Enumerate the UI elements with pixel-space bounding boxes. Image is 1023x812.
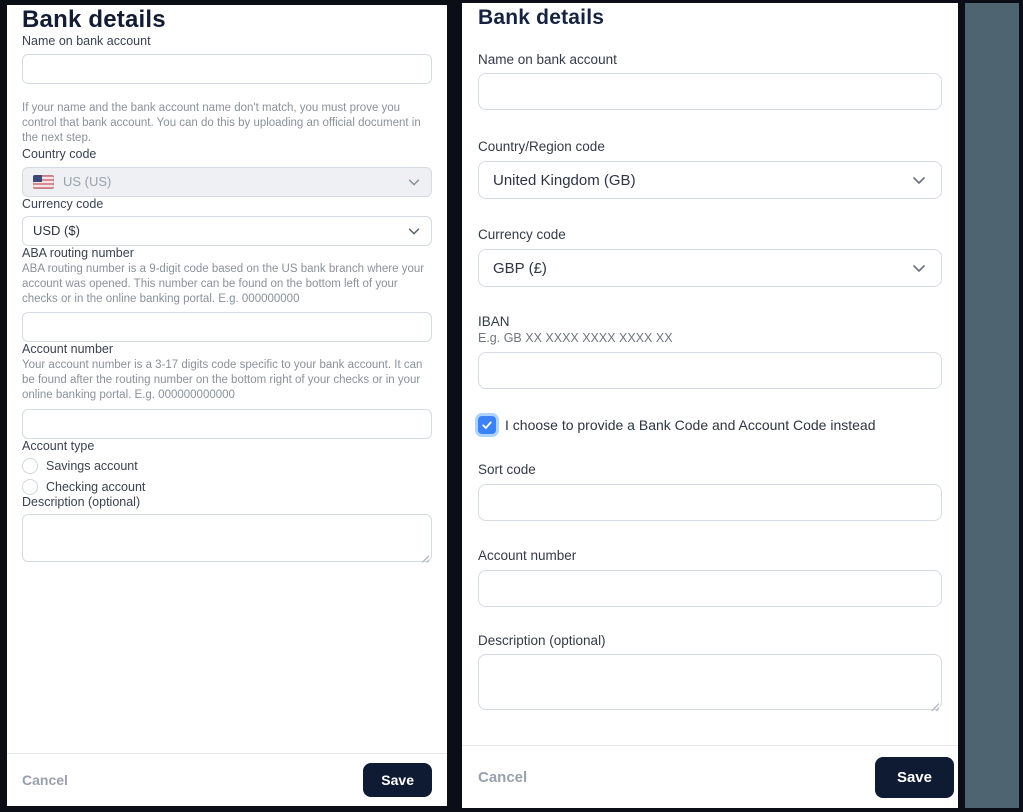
aba-routing-number-input[interactable] <box>22 312 432 342</box>
checking-account-radio-row[interactable] <box>22 479 432 495</box>
name-on-bank-account-input[interactable] <box>22 54 432 84</box>
iban-label: IBAN <box>478 314 510 329</box>
checking-account-radio[interactable] <box>22 479 38 495</box>
bank-code-checkbox-row[interactable] <box>478 416 942 434</box>
country-code-select[interactable] <box>22 167 432 197</box>
save-button[interactable]: Save <box>363 763 432 797</box>
page-title: Bank details <box>478 6 605 29</box>
country-region-code-value: United Kingdom (GB) <box>493 171 636 189</box>
account-number-input[interactable] <box>478 570 942 607</box>
sort-code-input[interactable] <box>478 484 942 521</box>
footer-bar <box>7 753 447 806</box>
savings-account-radio-label: Savings account <box>46 458 138 473</box>
chevron-down-icon <box>407 224 421 238</box>
name-help-text: If your name and the bank account name don't match, you must prove you control that bank account. You can do this by uploading an official document in the next step. <box>22 102 421 145</box>
currency-code-select[interactable] <box>478 249 942 287</box>
currency-code-label: Currency code <box>478 227 566 242</box>
account-number-label: Account number <box>22 342 114 357</box>
country-code-label: Country code <box>22 146 97 161</box>
chevron-down-icon <box>407 175 421 189</box>
description-textarea[interactable] <box>478 654 942 710</box>
account-number-input[interactable] <box>22 409 432 439</box>
description-textarea[interactable] <box>22 514 432 562</box>
checking-account-radio-label: Checking account <box>46 479 146 494</box>
currency-code-label: Currency code <box>22 196 104 211</box>
description-label: Description (optional) <box>478 633 606 648</box>
save-button[interactable]: Save <box>875 757 954 798</box>
uk-bank-details-panel <box>462 3 958 808</box>
chevron-down-icon <box>911 260 927 276</box>
country-code-value: US (US) <box>63 174 112 190</box>
name-on-bank-account-label: Name on bank account <box>478 52 617 67</box>
aba-help-text: ABA routing number is a 9-digit code based on the US bank branch where your account was opened. This number can be found on the bottom left of your checks or in the online banking portal. E.g. 000000000 <box>22 262 425 305</box>
country-region-code-select[interactable] <box>478 161 942 199</box>
sort-code-label: Sort code <box>478 462 536 477</box>
name-on-bank-account-label: Name on bank account <box>22 34 151 48</box>
footer-bar <box>462 745 958 808</box>
currency-code-value: USD ($) <box>33 223 80 239</box>
iban-help-text: E.g. GB XX XXXX XXXX XXXX XX <box>478 331 673 345</box>
cancel-button[interactable]: Cancel <box>22 772 68 788</box>
page-title: Bank details <box>22 6 166 33</box>
iban-input[interactable] <box>478 352 942 389</box>
savings-account-radio-row[interactable] <box>22 458 432 474</box>
currency-code-select[interactable] <box>22 216 432 246</box>
account-type-label: Account type <box>22 438 95 453</box>
us-flag-icon <box>33 175 54 189</box>
page-background-strip <box>965 3 1019 808</box>
savings-account-radio[interactable] <box>22 458 38 474</box>
bank-code-checkbox-label: I choose to provide a Bank Code and Account Code instead <box>505 417 876 433</box>
chevron-down-icon <box>911 172 927 188</box>
check-icon <box>481 419 493 431</box>
aba-routing-number-label: ABA routing number <box>22 245 134 260</box>
account-number-label: Account number <box>478 548 577 563</box>
us-bank-details-panel <box>7 5 447 806</box>
cancel-button[interactable]: Cancel <box>478 768 528 786</box>
country-region-code-label: Country/Region code <box>478 139 605 154</box>
description-label: Description (optional) <box>22 494 141 509</box>
account-number-help-text: Your account number is a 3-17 digits code specific to your bank account. It can be found after the routing number on the bottom right of your checks or in your online banking portal. E.g. 000000000000 <box>22 359 423 402</box>
currency-code-value: GBP (£) <box>493 259 547 277</box>
name-on-bank-account-input[interactable] <box>478 73 942 110</box>
bank-code-checkbox[interactable] <box>478 416 496 434</box>
